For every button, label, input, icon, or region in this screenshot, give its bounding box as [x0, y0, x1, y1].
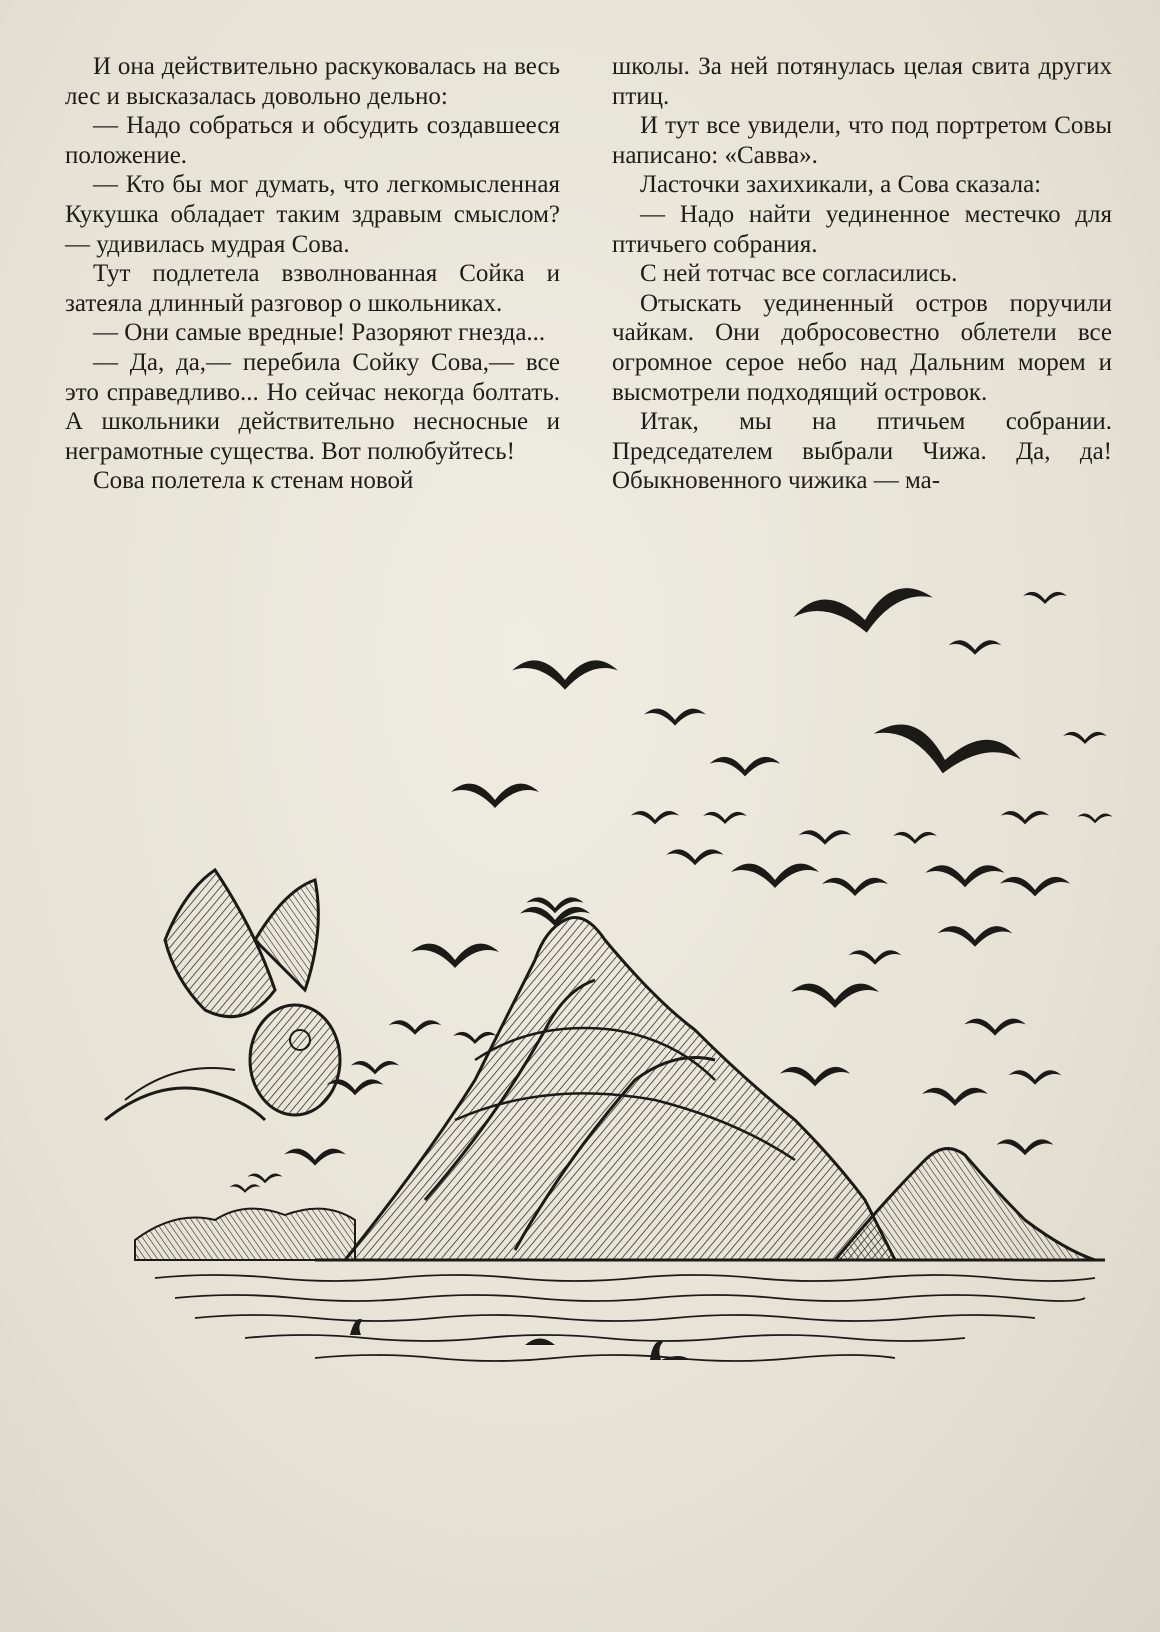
illustration-svg	[95, 560, 1135, 1460]
swan-icon	[350, 1319, 690, 1360]
paragraph: И тут все увидели, что под портретом Совы написано: «Савва».	[612, 112, 1112, 169]
paragraph: — Да, да,— перебила Сойку Сова,— все это справедливо... Но сейчас некогда болтать. А школьники действительно несносные и неграмотные существа. Вот полюбуйтесь!	[65, 348, 560, 465]
main-mountain	[345, 918, 895, 1261]
owl-icon	[105, 870, 340, 1120]
small-peak	[835, 1149, 1095, 1260]
paragraph: — Надо найти уединенное местечко для птичьего собрания.	[612, 200, 1112, 258]
right-text-column	[612, 52, 1112, 496]
paragraph: И она действительно раскуковалась на весь лес и высказалась довольно дельно:	[65, 53, 560, 110]
paragraph: — Кто бы мог думать, что легкомысленная Кукушка обладает таким здравым смыслом? — удивилась мудрая Сова.	[65, 171, 560, 258]
island-with-birds-engraving	[95, 560, 1135, 1460]
paragraph: Итак, мы на птичьем собрании. Председателем выбрали Чижа. Да, да! Обыкновенного чижика — ма-	[612, 408, 1112, 495]
paragraph: Сова полетела к стенам новой	[93, 467, 414, 495]
paragraph: школы. За ней потянулась целая свита других птиц.	[612, 53, 1112, 110]
paragraph: Тут подлетела взволнованная Сойка и затеяла длинный разговор о школьниках.	[65, 260, 560, 317]
paragraph: — Они самые вредные! Разоряют гнезда...	[93, 319, 546, 347]
left-text-column	[65, 52, 560, 496]
distant-shore	[135, 1209, 355, 1260]
paragraph: Ласточки захихикали, а Сова сказала:	[640, 171, 1042, 199]
paragraph: Отыскать уединенный остров поручили чайкам. Они добросовестно облетели все огромное серое небо над Дальним морем и высмотрели подходящий островок.	[612, 289, 1112, 406]
sea-waves	[155, 1275, 1095, 1361]
paragraph: С ней тотчас все согласились.	[640, 260, 958, 288]
paragraph: — Надо собраться и обсудить создавшееся положение.	[65, 112, 560, 169]
